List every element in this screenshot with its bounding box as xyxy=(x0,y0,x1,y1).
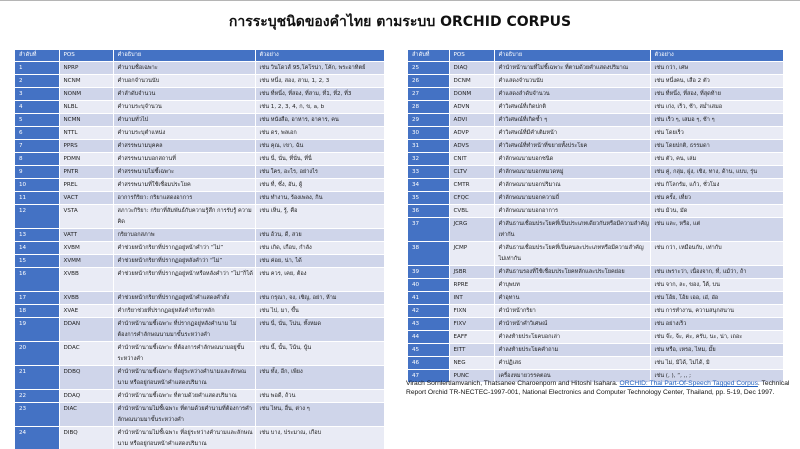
table-row xyxy=(408,217,783,241)
cell-example: เช่น กว่า, เหมือนกับ, เท่ากับ xyxy=(650,241,783,265)
table-row xyxy=(15,267,384,291)
cell-pos: ADVI xyxy=(449,113,494,126)
cell-index: 21 xyxy=(15,365,59,389)
cell-example: เช่น จ๊ะ, จ้ะ, ค่ะ, ครับ, นะ, น่า, เถอะ xyxy=(650,330,783,343)
table-row xyxy=(15,341,384,365)
cell-pos: DDAN xyxy=(59,317,113,341)
citation-authors: Virach Sornlertlamvanich, Thatsanee Charoenporn and Hitoshi Isahara. xyxy=(406,380,620,387)
table-row xyxy=(408,278,783,291)
cell-index: 8 xyxy=(15,152,59,165)
cell-example: เช่น คู่, กลุ่ม, ฝูง, เชิง, ทาง, ด้าน, แบบ, รุ่น xyxy=(650,165,783,178)
cell-pos: DDAQ xyxy=(59,389,113,402)
cell-example: เช่น ค่อย, น่า, ได้ xyxy=(255,254,384,267)
table-row xyxy=(15,317,384,341)
cell-example: เช่น ไป, มา, ขึ้น xyxy=(255,304,384,317)
table-row xyxy=(408,330,783,343)
cell-example: เช่น ม้วน, มัด xyxy=(650,204,783,217)
cell-pos: CFQC xyxy=(449,191,494,204)
cell-index: 13 xyxy=(15,228,59,241)
cell-pos: DIAQ xyxy=(449,61,494,74)
cell-index: 9 xyxy=(15,165,59,178)
cell-description: คำแสดงจำนวนนับ xyxy=(494,74,650,87)
cell-pos: DONM xyxy=(449,87,494,100)
table-row xyxy=(15,365,384,389)
table-row xyxy=(15,100,384,113)
cell-pos: ADVP xyxy=(449,126,494,139)
cell-description: คำนามทั่วไป xyxy=(113,113,255,126)
cell-description: คำสรรพนามที่ใช้เชื่อมประโยค xyxy=(113,178,255,191)
cell-example: เช่น คุณ, เขา, ฉัน xyxy=(255,139,384,152)
cell-example: เช่น การทำงาน, ความสนุกสนาน xyxy=(650,304,783,317)
cell-pos: FIXV xyxy=(449,317,494,330)
table-row xyxy=(15,254,384,267)
cell-description: คำสรรพนามบอกสถานที่ xyxy=(113,152,255,165)
cell-example: เช่น หนึ่ง, สอง, สาม, 1, 2, 3 xyxy=(255,74,384,87)
pos-table-left xyxy=(15,50,385,449)
cell-example: เช่น หรือ, เหรอ, ไหม, มั้ย xyxy=(650,343,783,356)
cell-pos: DIBQ xyxy=(59,426,113,449)
cell-pos: DDBQ xyxy=(59,365,113,389)
cell-example: เช่น กว่า, เศษ xyxy=(650,61,783,74)
table-row xyxy=(408,152,783,165)
cell-pos: CVBL xyxy=(449,204,494,217)
cell-example: เช่น อ้วน, ดี, สวย xyxy=(255,228,384,241)
cell-description: คำนำหน้านามชี้เฉพาะ ที่ปรากฏอยู่หลังคำนาม ไม่ต้องการคำลักษณนามมาขั้นระหว่างคำ xyxy=(113,317,255,341)
cell-index: 16 xyxy=(15,267,59,291)
cell-description: คำนำหน้านามชี้เฉพาะ ที่ตามด้วยคำแสดงปริมาณ xyxy=(113,389,255,402)
table-row xyxy=(408,317,783,330)
cell-description: คำลักษณนามบอกอาการ xyxy=(494,204,650,217)
cell-index: 42 xyxy=(408,304,449,317)
cell-index: 37 xyxy=(408,217,449,241)
table-row xyxy=(15,291,384,304)
table-row xyxy=(15,241,384,254)
cell-pos: NEG xyxy=(449,356,494,369)
cell-index: 41 xyxy=(408,291,449,304)
cell-index: 15 xyxy=(15,254,59,267)
cell-description: คำลักษณนามบอกปริมาณ xyxy=(494,178,650,191)
cell-pos: XVMM xyxy=(59,254,113,267)
header-index: ลำดับที่ xyxy=(15,50,59,61)
table-row xyxy=(408,74,783,87)
cell-description: เครื่องหมายวรรคตอน xyxy=(494,369,650,382)
cell-description: คำช่วยหน้ากริยาที่ปรากฏอยู่หน้าคำแสดงคำสั่ง xyxy=(113,291,255,304)
cell-pos: XVBB xyxy=(59,267,113,291)
cell-description: คำช่วยหน้ากริยาที่ปรากฏอยู่หน้าหรือหลังคำว่า “ไม่”ก็ได้ xyxy=(113,267,255,291)
cell-description: คำปฏิเสธ xyxy=(494,356,650,369)
cell-pos: JCRG xyxy=(449,217,494,241)
cell-index: 22 xyxy=(15,389,59,402)
header-index: ลำดับที่ xyxy=(408,50,449,61)
cell-index: 39 xyxy=(408,265,449,278)
table-row xyxy=(15,61,384,74)
cell-pos: PUNC xyxy=(449,369,494,382)
cell-index: 32 xyxy=(408,152,449,165)
cell-description: คำแสดงลำดับจำนวน xyxy=(494,87,650,100)
cell-description: คำนำหน้านามไม่ชี้เฉพาะ ที่ตามด้วยคำนามที่ต้องการคำลักษณนามมาขั้นระหว่างคำ xyxy=(113,402,255,426)
cell-example: เช่น หนึ่งคน, เสือ 2 ตัว xyxy=(650,74,783,87)
cell-index: 34 xyxy=(408,178,449,191)
page-title: การระบุชนิดของคำไทย ตามระบบ ORCHID CORPUS xyxy=(228,14,572,30)
table-row xyxy=(15,165,384,178)
cell-example: เช่น อย่างเร็ว xyxy=(650,317,783,330)
cell-index: 19 xyxy=(15,317,59,341)
table-row xyxy=(408,191,783,204)
cell-pos: NLBL xyxy=(59,100,113,113)
cell-pos: FIXN xyxy=(449,304,494,317)
table-row xyxy=(15,113,384,126)
cell-example: เช่น กรุณา, จง, เชิญ, อย่า, ห้าม xyxy=(255,291,384,304)
cell-description: คำลักษณนามบอกชนิด xyxy=(494,152,650,165)
cell-example: เช่น ควร, เคย, ต้อง xyxy=(255,267,384,291)
cell-description: กริยาบอกสภาพ xyxy=(113,228,255,241)
cell-description: คำนำหน้านามไม่ชี้เฉพาะ ที่อยู่ระหว่างคำนามและลักษณนาม หรืออยู่ก่อนหน้าคำแสดงปริมาณ xyxy=(113,426,255,449)
cell-description: คำวิเศษณ์ที่เกิดปกติ xyxy=(494,100,650,113)
cell-pos: JCMP xyxy=(449,241,494,265)
cell-example: เช่น นี่, นั่น, โน่น, ทั้งหมด xyxy=(255,317,384,341)
cell-description: คำช่วยหน้ากริยาที่ปรากฏอยู่หน้าคำว่า “ไม่” xyxy=(113,241,255,254)
cell-pos: DIAC xyxy=(59,402,113,426)
cell-example: เช่น บาง, ประมาณ, เกือบ xyxy=(255,426,384,449)
table-row xyxy=(408,100,783,113)
table-row xyxy=(408,304,783,317)
cell-pos: DDAC xyxy=(59,341,113,365)
table-row xyxy=(15,389,384,402)
cell-index: 35 xyxy=(408,191,449,204)
cell-index: 2 xyxy=(15,74,59,87)
cell-index: 10 xyxy=(15,178,59,191)
cell-example: เช่น ทำงาน, ร้องเพลง, กิน xyxy=(255,191,384,204)
header-description: คำอธิบาย xyxy=(494,50,650,61)
cell-index: 33 xyxy=(408,165,449,178)
cell-description: คำบุพบท xyxy=(494,278,650,291)
cell-description: คำนามชื่อเฉพาะ xyxy=(113,61,255,74)
cell-description: อาการกิริยา: กริยาแสดงอาการ xyxy=(113,191,255,204)
cell-example: เช่น กิโลกรัม, แก้ว, ชั่วโมง xyxy=(650,178,783,191)
header-description: คำอธิบาย xyxy=(113,50,255,61)
cell-pos: VATT xyxy=(59,228,113,241)
cell-example: เช่น ที่หนึ่ง, ที่สอง, ที่สุดท้าย xyxy=(650,87,783,100)
cell-description: คำนำหน้าคำวิเศษณ์ xyxy=(494,317,650,330)
cell-example: เช่น นี่, นั่น, ที่นั่น, ที่นี่ xyxy=(255,152,384,165)
cell-pos: NPRP xyxy=(59,61,113,74)
cell-index: 44 xyxy=(408,330,449,343)
table-row xyxy=(15,204,384,228)
table-row xyxy=(408,139,783,152)
cell-description: สภาวะกิริยา: กริยาที่สัมพันธ์กับความรู้สึก การรับรู้ ความคิด xyxy=(113,204,255,228)
cell-example: เช่น ไหน, อื่น, ต่าง ๆ xyxy=(255,402,384,426)
table-row xyxy=(408,265,783,278)
cell-index: 14 xyxy=(15,241,59,254)
cell-index: 43 xyxy=(408,317,449,330)
cell-description: คำวิเศษณ์ที่มีคำเติมหน้า xyxy=(494,126,650,139)
citation-link[interactable]: ORCHID: Thai Part-Of-Speech Tagged Corpus xyxy=(619,380,758,387)
cell-pos: XVBB xyxy=(59,291,113,304)
cell-description: คำกริยาช่วยที่ปรากฏอยู่หลังคำกริยาหลัก xyxy=(113,304,255,317)
header-example: ตัวอย่าง xyxy=(255,50,384,61)
cell-index: 29 xyxy=(408,113,449,126)
cell-description: คำสันธานเชื่อมประโยคที่เป็นคนละประเภทหรือมีความสำคัญไม่เท่ากัน xyxy=(494,241,650,265)
cell-example: เช่น วินโดวส์ 95,โคโรน่า, โค้ก, พระอาทิตย์ xyxy=(255,61,384,74)
table-row xyxy=(408,343,783,356)
cell-pos: NCMN xyxy=(59,113,113,126)
cell-pos: NCNM xyxy=(59,74,113,87)
cell-pos: EAFF xyxy=(449,330,494,343)
cell-index: 47 xyxy=(408,369,449,382)
cell-example: เช่น (, ), “, ,, ; xyxy=(650,369,783,382)
table-row xyxy=(408,241,783,265)
pos-table-right xyxy=(408,50,784,383)
table-header-row xyxy=(408,50,783,61)
citation-details: . Technical Report Orchid TR-NECTEC-1997-001, National Electronics and Computer Technology Center, Thailand, pp. 5-19, Dec 1997. xyxy=(406,380,790,397)
cell-pos: DCNM xyxy=(449,74,494,87)
cell-pos: NTTL xyxy=(59,126,113,139)
cell-pos: PPRS xyxy=(59,139,113,152)
cell-example: เช่น และ, หรือ, แต่ xyxy=(650,217,783,241)
table-row xyxy=(15,139,384,152)
cell-description: คำวิเศษณ์ที่เกิดซ้ำ ๆ xyxy=(494,113,650,126)
cell-description: คำช่วยหน้ากริยาที่ปรากฏอยู่หลังคำว่า “ไม่” xyxy=(113,254,255,267)
cell-description: คำสรรพนามบุคคล xyxy=(113,139,255,152)
cell-description: คำลักษณนามบอกความถี่ xyxy=(494,191,650,204)
table-row xyxy=(408,61,783,74)
cell-example: เช่น โอ้ย, โอ้ย เออ, เอ๋, อ๋อ xyxy=(650,291,783,304)
table-row xyxy=(408,126,783,139)
cell-example: เช่น ที่หนึ่ง, ที่สอง, ที่สาม, ที่1, ที่2, ที่3 xyxy=(255,87,384,100)
cell-index: 23 xyxy=(15,402,59,426)
cell-pos: VACT xyxy=(59,191,113,204)
cell-example: เช่น ไม่, มิได้, ไม่ได้, มิ xyxy=(650,356,783,369)
cell-description: คำอุทาน xyxy=(494,291,650,304)
cell-description: คำบอกจำนวนนับ xyxy=(113,74,255,87)
cell-example: เช่น เห็น, รู้, คือ xyxy=(255,204,384,228)
table-row xyxy=(15,191,384,204)
cell-index: 28 xyxy=(408,100,449,113)
cell-index: 38 xyxy=(408,241,449,265)
cell-pos: CMTR xyxy=(449,178,494,191)
cell-example: เช่น ทั้ง, อีก, เพียง xyxy=(255,365,384,389)
cell-index: 36 xyxy=(408,204,449,217)
cell-example: เช่น พอดี, ถ้วน xyxy=(255,389,384,402)
cell-index: 3 xyxy=(15,87,59,100)
cell-pos: VSTA xyxy=(59,204,113,228)
cell-example: เช่น เก่ง, เร็ว, ช้า, สม่ำเสมอ xyxy=(650,100,783,113)
table-row xyxy=(15,304,384,317)
cell-index: 25 xyxy=(408,61,449,74)
cell-pos: ADVS xyxy=(449,139,494,152)
table-row xyxy=(408,291,783,304)
cell-index: 30 xyxy=(408,126,449,139)
cell-description: คำนำหน้านามชี้เฉพาะ ที่ต้องการคำลักษณนามอยู่ขั้นระหว่างคำ xyxy=(113,341,255,365)
cell-index: 46 xyxy=(408,356,449,369)
cell-example: เช่น นี้, นั้น, โน้น, นู้น xyxy=(255,341,384,365)
cell-description: คำลักษณนามบอกหมวดหมู่ xyxy=(494,165,650,178)
table-row xyxy=(408,165,783,178)
cell-pos: EITT xyxy=(449,343,494,356)
cell-description: คำสรรพนามไม่ชี้เฉพาะ xyxy=(113,165,255,178)
cell-example: เช่น ตัว, คน, เล่ม xyxy=(650,152,783,165)
cell-pos: RPRE xyxy=(449,278,494,291)
cell-description: คำนำหน้ากริยา xyxy=(494,304,650,317)
cell-index: 26 xyxy=(408,74,449,87)
table-row xyxy=(15,126,384,139)
table-row xyxy=(408,113,783,126)
cell-index: 1 xyxy=(15,61,59,74)
cell-example: เช่น จาก, ละ, ของ, ใต้, บน xyxy=(650,278,783,291)
cell-pos: CNIT xyxy=(449,152,494,165)
table-row xyxy=(15,178,384,191)
cell-index: 17 xyxy=(15,291,59,304)
cell-example: เช่น เร็ว ๆ, เสมอ ๆ, ช้า ๆ xyxy=(650,113,783,126)
cell-example: เช่น โดยปกติ, ธรรมดา xyxy=(650,139,783,152)
cell-example: เช่น ที่, ซึ่ง, อัน, ผู้ xyxy=(255,178,384,191)
cell-pos: PDMN xyxy=(59,152,113,165)
cell-description: คำนามระบุตำแหน่ง xyxy=(113,126,255,139)
cell-pos: PNTR xyxy=(59,165,113,178)
table-row xyxy=(408,356,783,369)
table-body-left xyxy=(15,61,384,449)
cell-pos: CLTV xyxy=(449,165,494,178)
header-pos: POS xyxy=(59,50,113,61)
cell-index: 11 xyxy=(15,191,59,204)
table-row xyxy=(15,426,384,449)
cell-index: 5 xyxy=(15,113,59,126)
cell-index: 45 xyxy=(408,343,449,356)
cell-example: เช่น ใคร, อะไร, อย่างไร xyxy=(255,165,384,178)
cell-index: 12 xyxy=(15,204,59,228)
table-row xyxy=(15,74,384,87)
cell-index: 40 xyxy=(408,278,449,291)
cell-description: คำนามระบุจำนวน xyxy=(113,100,255,113)
cell-pos: XVBM xyxy=(59,241,113,254)
cell-example: เช่น หนังสือ, อาหาร, อาคาร, คน xyxy=(255,113,384,126)
top-border-line xyxy=(0,0,800,1)
header-pos: POS xyxy=(449,50,494,61)
header-example: ตัวอย่าง xyxy=(650,50,783,61)
citation xyxy=(406,379,791,398)
cell-index: 7 xyxy=(15,139,59,152)
cell-description: คำลำดับจำนวน xyxy=(113,87,255,100)
cell-example: เช่น ดร, พลเอก xyxy=(255,126,384,139)
cell-pos: PREL xyxy=(59,178,113,191)
table-header-row xyxy=(15,50,384,61)
table-row xyxy=(408,204,783,217)
table-row xyxy=(15,228,384,241)
table-row xyxy=(15,402,384,426)
cell-index: 24 xyxy=(15,426,59,449)
cell-pos: XVAE xyxy=(59,304,113,317)
cell-description: คำสันธานรองที่ใช้เชื่อมประโยคหลักและประโยคย่อย xyxy=(494,265,650,278)
cell-description: คำวิเศษณ์ที่ทำหน้าที่ขยายทั้งประโยค xyxy=(494,139,650,152)
cell-example: เช่น เพราะว่า, เนื่องจาก, ที่, แม้ว่า, ถ้า xyxy=(650,265,783,278)
cell-index: 31 xyxy=(408,139,449,152)
cell-index: 18 xyxy=(15,304,59,317)
cell-example: เช่น ครั้ง, เที่ยว xyxy=(650,191,783,204)
cell-index: 6 xyxy=(15,126,59,139)
cell-example: เช่น 1, 2, 3, 4, ก, ข, a, b xyxy=(255,100,384,113)
cell-pos: JSBR xyxy=(449,265,494,278)
table-row xyxy=(15,152,384,165)
cell-description: คำลงท้ายประโยคคำถาม xyxy=(494,343,650,356)
cell-description: คำนำหน้านามที่ไม่ชี้เฉพาะ ที่ตามด้วยคำแสดงปริมาณ xyxy=(494,61,650,74)
table-row xyxy=(408,178,783,191)
cell-example: เช่น โดยเร็ว xyxy=(650,126,783,139)
cell-description: คำนำหน้านามชี้เฉพาะ ที่อยู่ระหว่างคำนามและลักษณนาม หรืออยู่ก่อนหน้าคำแสดงปริมาณ xyxy=(113,365,255,389)
cell-pos: NONM xyxy=(59,87,113,100)
table-body-right xyxy=(408,61,783,382)
cell-index: 27 xyxy=(408,87,449,100)
cell-description: คำสันธานเชื่อมประโยคที่เป็นประเภทเดียวกันหรือมีความสำคัญเท่ากัน xyxy=(494,217,650,241)
table-row xyxy=(408,87,783,100)
table-row xyxy=(15,87,384,100)
cell-description: คำลงท้ายประโยคบอกเล่า xyxy=(494,330,650,343)
cell-pos: INT xyxy=(449,291,494,304)
cell-index: 20 xyxy=(15,341,59,365)
cell-example: เช่น เกิด, เกือบ, กำลัง xyxy=(255,241,384,254)
cell-pos: ADVN xyxy=(449,100,494,113)
cell-index: 4 xyxy=(15,100,59,113)
